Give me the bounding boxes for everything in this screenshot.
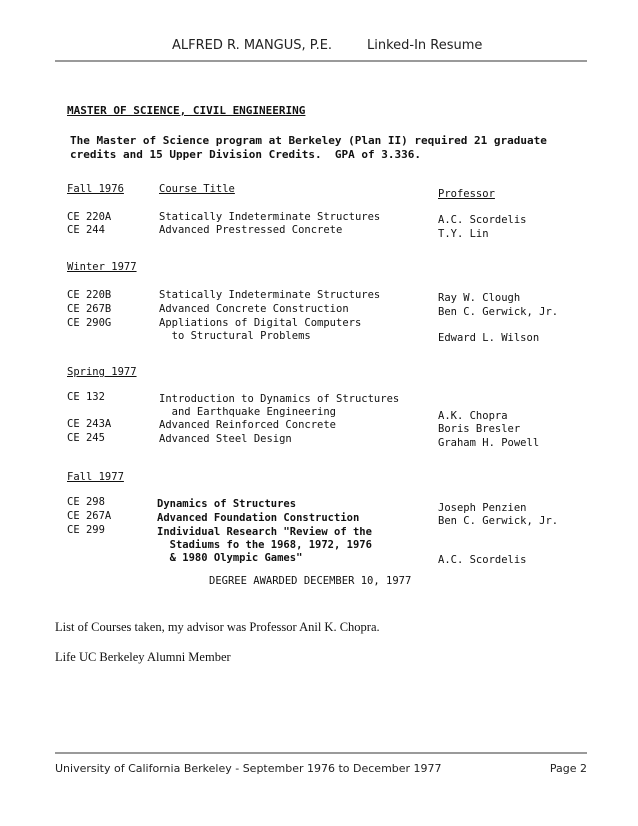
program-intro-line-1: The Master of Science program at Berkeley (Plan II) required 21 graduate [70, 134, 547, 147]
course-code: CE 245 [67, 432, 105, 444]
term-heading: Fall 1977 [67, 471, 124, 483]
course-code: CE 243A [67, 418, 112, 430]
course-professor: Edward L. Wilson [438, 332, 540, 344]
course-code: CE 220A [67, 211, 112, 223]
alumni-note: Life UC Berkeley Alumni Member [55, 650, 231, 664]
footer-institution-dates: University of California Berkeley - September 1976 to December 1977 [55, 762, 442, 775]
course-professor: T.Y. Lin [438, 228, 489, 240]
course-title: Dynamics of Structures [157, 498, 297, 510]
course-professor: Boris Bresler [438, 423, 521, 435]
course-title: Advanced Reinforced Concrete [159, 419, 337, 431]
course-title-continued: Stadiums fo the 1968, 1972, 1976 [157, 539, 372, 551]
document-title: Linked-In Resume [367, 38, 483, 53]
course-title: Advanced Concrete Construction [159, 303, 349, 315]
course-professor: Ben C. Gerwick, Jr. [438, 306, 559, 318]
scanned-transcript [67, 92, 567, 592]
course-code: CE 244 [67, 224, 105, 236]
course-title: Advanced Steel Design [159, 433, 292, 445]
column-professor: Professor [438, 188, 495, 200]
course-code: CE 290G [67, 317, 112, 329]
term-heading: Winter 1977 [67, 261, 137, 273]
course-professor: A.C. Scordelis [438, 214, 527, 226]
course-professor: A.K. Chopra [438, 410, 508, 422]
author-name: ALFRED R. MANGUS, P.E. [172, 38, 333, 53]
degree-awarded: DEGREE AWARDED DECEMBER 10, 1977 [209, 575, 412, 587]
course-title: Introduction to Dynamics of Structures [159, 393, 400, 405]
program-intro-line-2: credits and 15 Upper Division Credits. GPA of 3.336. [70, 148, 421, 161]
page-number: Page 2 [549, 762, 587, 775]
term-heading: Spring 1977 [67, 366, 137, 378]
course-professor: A.C. Scordelis [438, 554, 527, 566]
course-title: Appliations of Digital Computers [159, 317, 362, 329]
course-title: Individual Research "Review of the [157, 526, 372, 538]
degree-title: MASTER OF SCIENCE, CIVIL ENGINEERING [67, 104, 306, 117]
course-title-continued: & 1980 Olympic Games" [157, 552, 303, 564]
course-code: CE 267B [67, 303, 112, 315]
course-code: CE 220B [67, 289, 112, 301]
course-title: Statically Indeterminate Structures [159, 211, 381, 223]
page-footer [55, 762, 587, 780]
courses-note: List of Courses taken, my advisor was Professor Anil K. Chopra. [55, 620, 380, 634]
course-code: CE 298 [67, 496, 105, 508]
course-professor: Ray W. Clough [438, 292, 521, 304]
course-title-continued: to Structural Problems [159, 330, 311, 342]
column-course-title: Course Title [159, 183, 235, 195]
header-divider [55, 60, 587, 62]
course-professor: Joseph Penzien [438, 502, 527, 514]
course-professor: Graham H. Powell [438, 437, 540, 449]
course-professor: Ben C. Gerwick, Jr. [438, 515, 559, 527]
term-heading: Fall 1976 [67, 183, 124, 195]
course-title: Advanced Prestressed Concrete [159, 224, 343, 236]
page-header [0, 38, 638, 58]
course-code: CE 132 [67, 391, 105, 403]
course-title-continued: and Earthquake Engineering [159, 406, 337, 418]
course-code: CE 267A [67, 510, 112, 522]
footer-divider [55, 752, 587, 754]
course-title: Advanced Foundation Construction [157, 512, 360, 524]
course-code: CE 299 [67, 524, 105, 536]
course-title: Statically Indeterminate Structures [159, 289, 381, 301]
